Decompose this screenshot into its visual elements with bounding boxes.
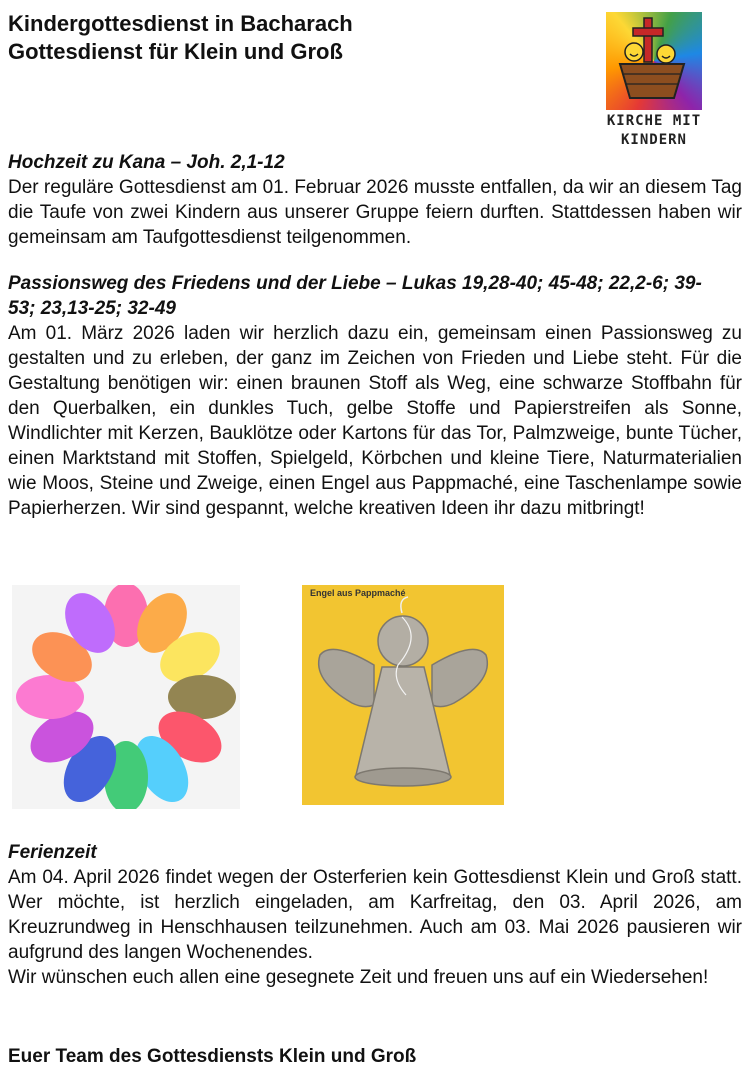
page-title (8, 10, 588, 66)
angel-image-caption: Engel aus Pappmaché (310, 588, 406, 598)
section-body-ferienzeit: Am 04. April 2026 findet wegen der Osterferien kein Gottesdienst Klein und Groß statt. Wer möchte, ist herzlich eingeladen, am Karfreitag, den 03. April 2026, am Kreuzrundweg in Henschhausen teilzunehmen. Auch am 03. Mai 2026 pausieren wir aufgrund des langen Wochenendes. (8, 867, 742, 963)
kirche-mit-kindern-logo (603, 12, 705, 158)
team-signature: Euer Team des Gottesdiensts Klein und Groß (8, 1046, 417, 1067)
logo-text-line-2: KINDERN (620, 132, 687, 148)
section-heading-passionsweg: Passionsweg des Friedens und der Liebe – Lukas 19,28-40; 45-48; 22,2-6; 39-53; 23,13-25; 32-49 (8, 273, 702, 319)
title-line-1: Kindergottesdienst in Bacharach (8, 11, 353, 36)
colorful-scarves-image (12, 585, 240, 809)
logo-text-line-1: KIRCHE MIT (606, 113, 702, 129)
section-body-passionsweg: Am 01. März 2026 laden wir herzlich dazu ein, gemeinsam einen Passionsweg zu gestalten und zu erleben, der ganz im Zeichen von Frieden und Liebe steht. Für die Gestaltung benötigen wir: einen braunen Stoff als Weg, eine schwarze Stoffbahn für den Querbalken, ein dunkles Tuch, gelbe Stoffe und Papierstreifen als Sonne, Windlichter mit Kerzen, Bauklötze oder Kartons für das Tor, Palmzweige, bunte Tücher, einen Marktstand mit Stoffen, Spielgeld, Körbchen und kleine Tiere, Naturmaterialien wie Moos, Steine und Zweige, einen Engel aus Pappmaché, eine Taschenlampe sowie Papierherzen. Wir sind gespannt, welche kreativen Ideen ihr dazu mitbringt! (8, 323, 742, 519)
papier-mache-angel-image (302, 585, 504, 805)
section-heading-kana: Hochzeit zu Kana – Joh. 2,1-12 (8, 152, 285, 173)
closing-wishes: Wir wünschen euch allen eine gesegnete Zeit und freuen uns auf ein Wiedersehen! (8, 967, 709, 988)
boat-cross-icon (606, 12, 702, 110)
title-line-2: Gottesdienst für Klein und Groß (8, 39, 343, 64)
section-body-kana: Der reguläre Gottesdienst am 01. Februar 2026 musste entfallen, da wir an diesem Tag die Taufe von zwei Kindern aus unserer Gruppe feiern durften. Stattdessen haben wir gemeinsam am Taufgottesdienst teilgenommen. (8, 177, 742, 248)
logo-text (603, 112, 705, 150)
scarves-illustration (12, 585, 240, 809)
logo-image (606, 12, 702, 110)
angel-illustration (302, 585, 504, 805)
section-heading-ferienzeit: Ferienzeit (8, 842, 97, 863)
